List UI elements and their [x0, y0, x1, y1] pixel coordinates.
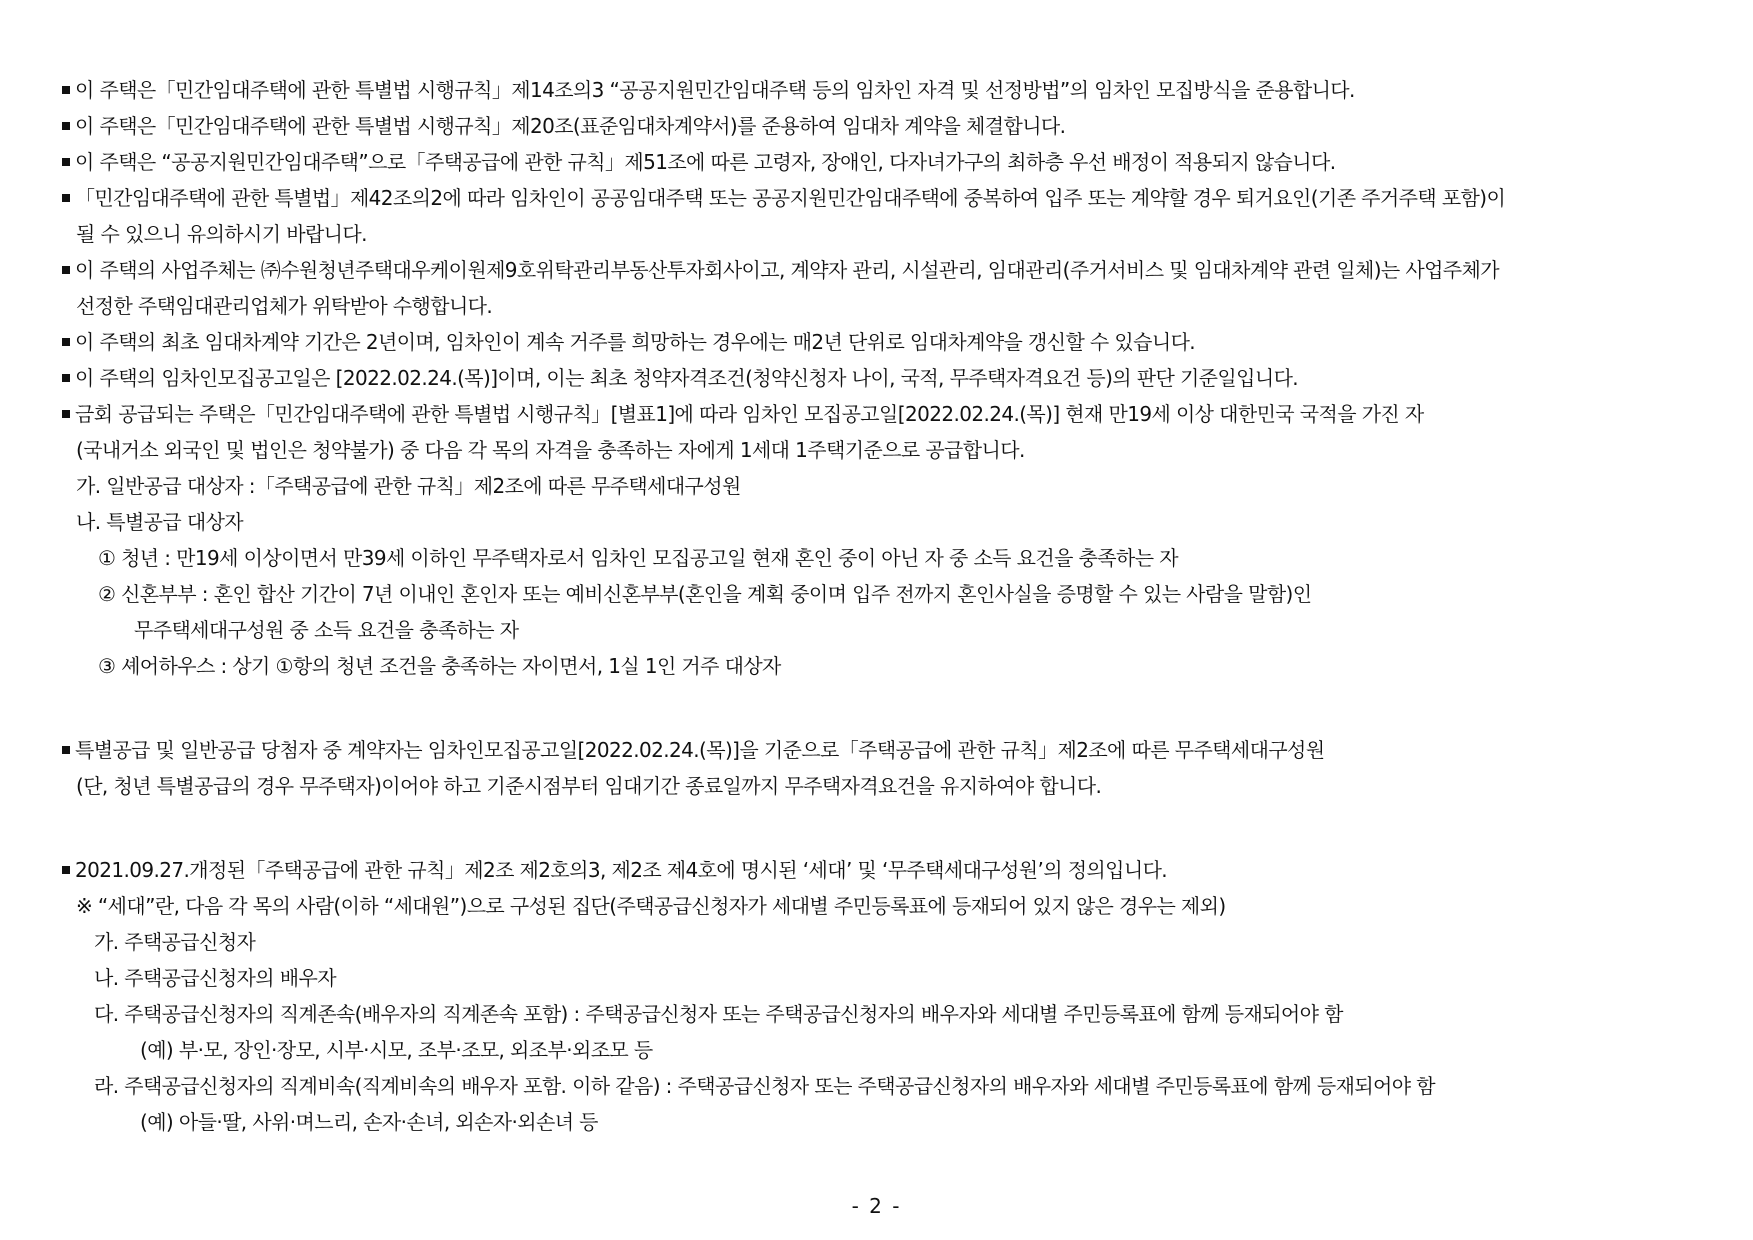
bullet-icon: [62, 86, 70, 94]
bullet-icon: [62, 866, 70, 874]
page-number: - 2 -: [851, 1194, 902, 1218]
notice-line: 이 주택의 임차인모집공고일은 [2022.02.24.(목)]이며, 이는 최초 청약자격조건(청약신청자 나이, 국적, 무주택자격요건 등)의 판단 기준일입니다.: [62, 366, 1298, 390]
numbered-item-continuation: 무주택세대구성원 중 소득 요건을 충족하는 자: [134, 618, 519, 642]
numbered-item: ① 청년 : 만19세 이상이면서 만39세 이하인 무주택자로서 임차인 모집공고일 현재 혼인 중이 아닌 자 중 소득 요건을 충족하는 자: [98, 546, 1178, 570]
sub-item: 가. 주택공급신청자: [94, 930, 256, 954]
reference-note: ※ “세대”란, 다음 각 목의 사람(이하 “세대원”)으로 구성된 집단(주택공급신청자가 세대별 주민등록표에 등재되어 있지 않은 경우는 제외): [76, 894, 1226, 918]
notice-line: 이 주택의 최초 임대차계약 기간은 2년이며, 임차인이 계속 거주를 희망하는 경우에는 매2년 단위로 임대차계약을 갱신할 수 있습니다.: [62, 330, 1195, 354]
notice-line-continuation: (단, 청년 특별공급의 경우 무주택자)이어야 하고 기준시점부터 임대기간 종료일까지 무주택자격요건을 유지하여야 합니다.: [76, 774, 1102, 798]
sub-item: 가. 일반공급 대상자 :「주택공급에 관한 규칙」제2조에 따른 무주택세대구성원: [76, 474, 741, 498]
notice-line: 이 주택은「민간임대주택에 관한 특별법 시행규칙」제14조의3 “공공지원민간임대주택 등의 임차인 자격 및 선정방법”의 임차인 모집방식을 준용합니다.: [62, 78, 1355, 102]
bullet-icon: [62, 338, 70, 346]
notice-line-continuation: (국내거소 외국인 및 법인은 청약불가) 중 다음 각 목의 자격을 충족하는 자에게 1세대 1주택기준으로 공급합니다.: [76, 438, 1025, 462]
example-line: (예) 부·모, 장인·장모, 시부·시모, 조부·조모, 외조부·외조모 등: [140, 1038, 653, 1062]
bullet-icon: [62, 158, 70, 166]
numbered-item: ② 신혼부부 : 혼인 합산 기간이 7년 이내인 혼인자 또는 예비신혼부부(혼인을 계획 중이며 입주 전까지 혼인사실을 증명할 수 있는 사람을 말함)인: [98, 582, 1312, 606]
sub-item: 다. 주택공급신청자의 직계존속(배우자의 직계존속 포함) : 주택공급신청자 또는 주택공급신청자의 배우자와 세대별 주민등록표에 함께 등재되어야 함: [94, 1002, 1343, 1026]
notice-line: 2021.09.27.개정된「주택공급에 관한 규칙」제2조 제2호의3, 제2조 제4호에 명시된 ‘세대’ 및 ‘무주택세대구성원’의 정의입니다.: [62, 858, 1167, 882]
notice-line: 이 주택의 사업주체는 ㈜수원청년주택대우케이원제9호위탁관리부동산투자회사이고, 계약자 관리, 시설관리, 임대관리(주거서비스 및 임대차계약 관련 일체)는 사업주체가: [62, 258, 1499, 282]
numbered-item: ③ 셰어하우스 : 상기 ①항의 청년 조건을 충족하는 자이면서, 1실 1인 거주 대상자: [98, 654, 781, 678]
bullet-icon: [62, 194, 70, 202]
sub-item: 라. 주택공급신청자의 직계비속(직계비속의 배우자 포함. 이하 같음) : 주택공급신청자 또는 주택공급신청자의 배우자와 세대별 주민등록표에 함께 등재되어야 함: [94, 1074, 1435, 1098]
notice-line-continuation: 될 수 있으니 유의하시기 바랍니다.: [76, 222, 367, 246]
sub-item: 나. 특별공급 대상자: [76, 510, 244, 534]
notice-line: 이 주택은「민간임대주택에 관한 특별법 시행규칙」제20조(표준임대차계약서)를 준용하여 임대차 계약을 체결합니다.: [62, 114, 1065, 138]
notice-line: 이 주택은 “공공지원민간임대주택”으로「주택공급에 관한 규칙」제51조에 따른 고령자, 장애인, 다자녀가구의 최하층 우선 배정이 적용되지 않습니다.: [62, 150, 1335, 174]
notice-line: 금회 공급되는 주택은「민간임대주택에 관한 특별법 시행규칙」[별표1]에 따라 임차인 모집공고일[2022.02.24.(목)] 현재 만19세 이상 대한민국 국적을 가진 자: [62, 402, 1424, 426]
sub-item: 나. 주택공급신청자의 배우자: [94, 966, 336, 990]
notice-line: 특별공급 및 일반공급 당첨자 중 계약자는 임차인모집공고일[2022.02.24.(목)]을 기준으로「주택공급에 관한 규칙」제2조에 따른 무주택세대구성원: [62, 738, 1325, 762]
notice-line-continuation: 선정한 주택임대관리업체가 위탁받아 수행합니다.: [76, 294, 493, 318]
bullet-icon: [62, 122, 70, 130]
bullet-icon: [62, 410, 70, 418]
notice-line: 「민간임대주택에 관한 특별법」제42조의2에 따라 임차인이 공공임대주택 또는 공공지원민간임대주택에 중복하여 입주 또는 계약할 경우 퇴거요인(기존 주거주택 포함)이: [62, 186, 1505, 210]
bullet-icon: [62, 374, 70, 382]
bullet-icon: [62, 746, 70, 754]
bullet-icon: [62, 266, 70, 274]
example-line: (예) 아들·딸, 사위·며느리, 손자·손녀, 외손자·외손녀 등: [140, 1110, 598, 1134]
